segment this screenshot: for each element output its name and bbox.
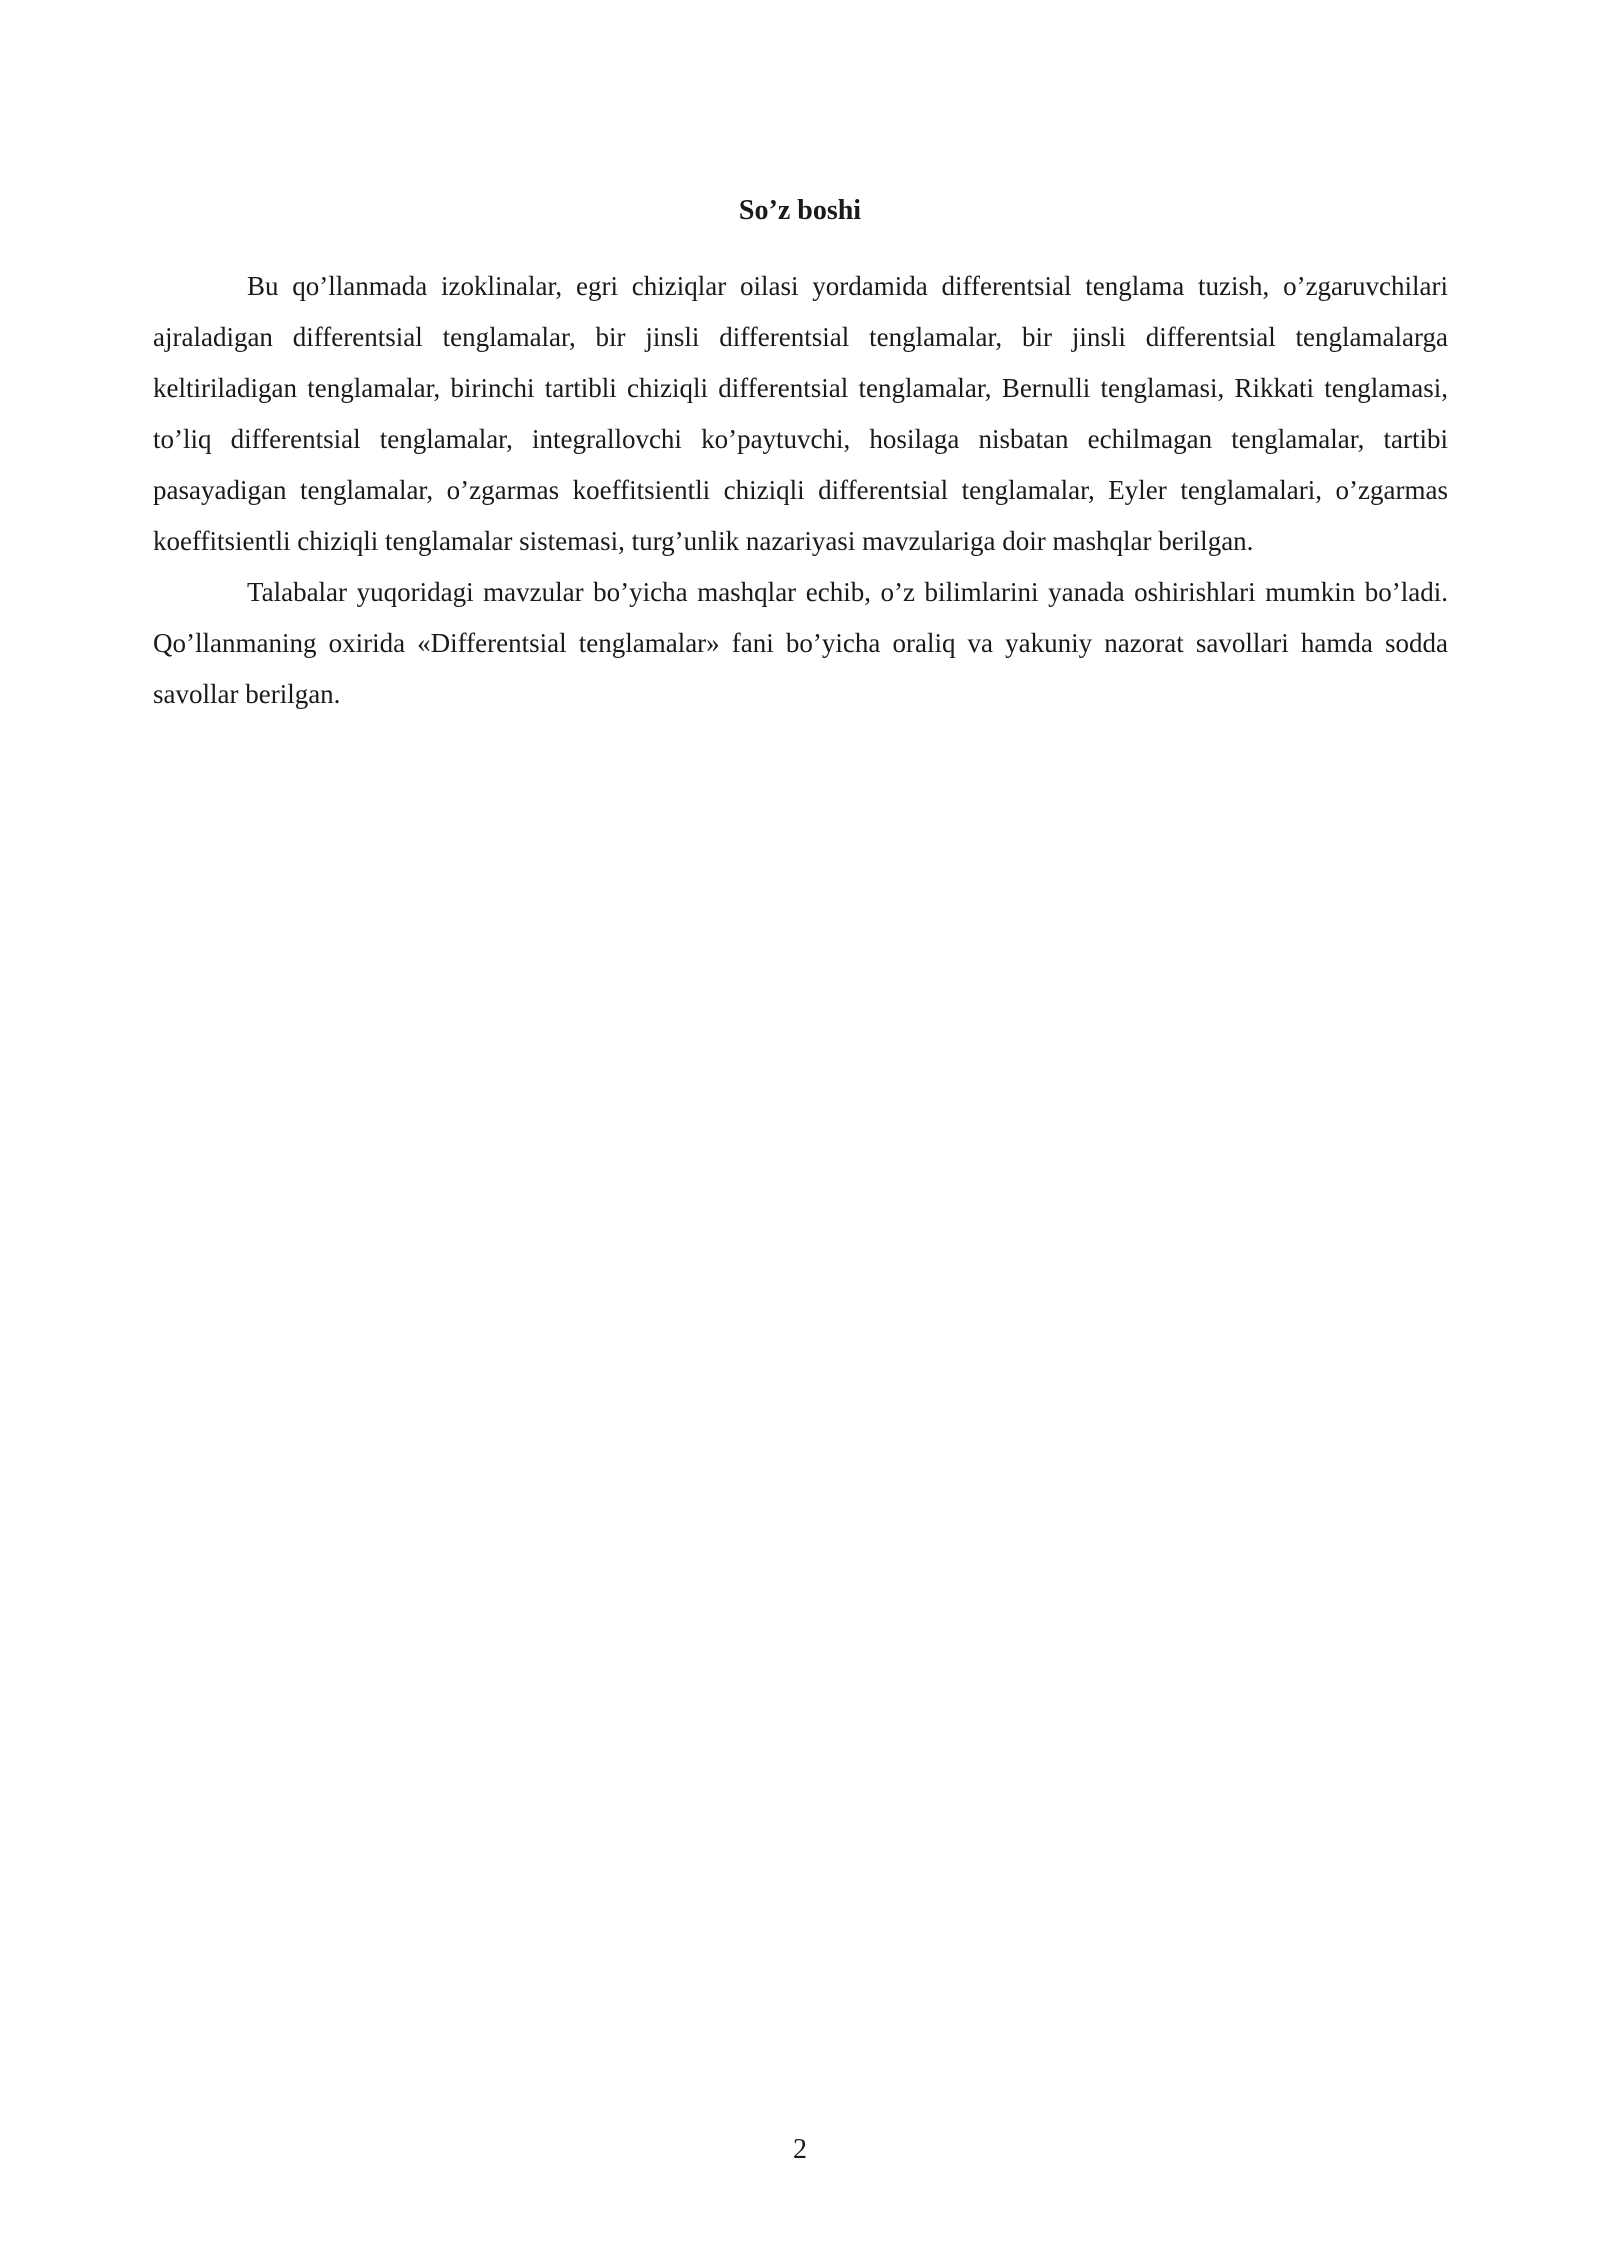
page-heading: So’z boshi — [738, 195, 862, 226]
paragraph-intro: Bu qo’llanmada izoklinalar, egri chiziqlar oilasi yordamida differentsial tenglama tuzish, o’zgaruvchilari ajraladigan differentsial tenglamalar, bir jinsli differentsial tenglamalar, bir jinsli differentsial tenglamalarga keltiriladigan tenglamalar, birinchi tartibli chiziqli differentsial tenglamalar, Bernulli tenglamasi, Rikkati tenglamasi, to’liq differentsial tenglamalar, integrallovchi ko’paytuvchi, hosilaga nisbatan echilmagan tenglamalar, tartibi pasayadigan tenglamalar, o’zgarmas koeffitsientli chiziqli differentsial tenglamalar, Eyler tenglamalari, o’zgarmas koeffitsientli chiziqli tenglamalar sistemasi, turg’unlik nazariyasi mavzulariga doir mashqlar berilgan. — [153, 271, 1448, 556]
page-number: 2 — [793, 2134, 807, 2165]
body-text — [153, 261, 1448, 720]
paragraph-students: Talabalar yuqoridagi mavzular bo’yicha mashqlar echib, o’z bilimlarini yanada oshirishlari mumkin bo’ladi. Qo’llanmaning oxirida «Differentsial tenglamalar» fani bo’yicha oraliq va yakuniy nazorat savollari hamda sodda savollar berilgan. — [153, 577, 1448, 709]
